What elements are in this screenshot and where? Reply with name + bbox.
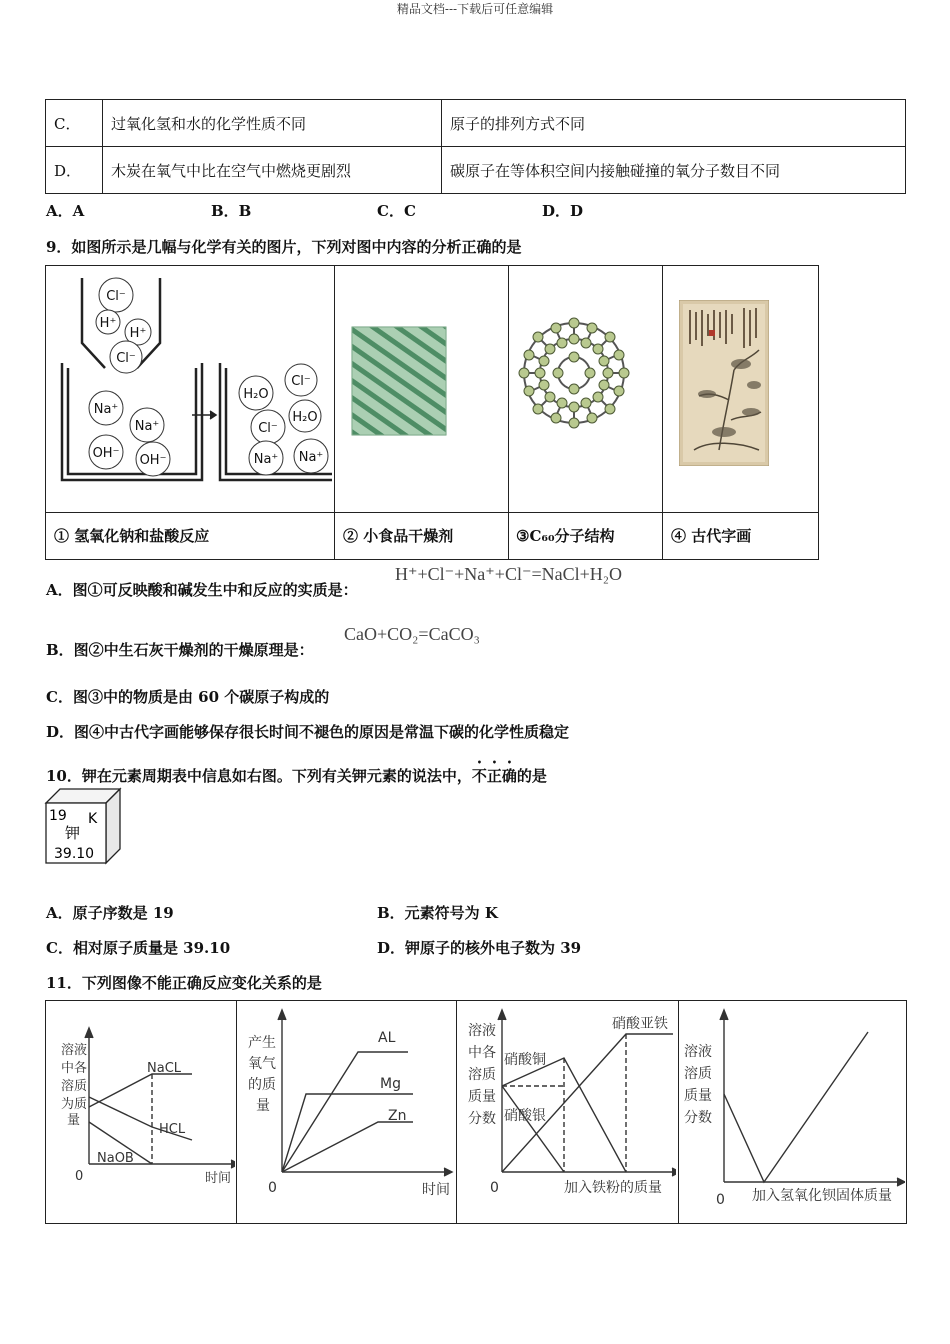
graph-1 [47,1002,235,1222]
formula-a: H⁺+Cl⁻+Na⁺+Cl⁻=NaCl+H₂O [395,564,623,584]
g2-ylabel: 氧气 [248,1056,276,1072]
q8-option-b[interactable]: B．B [211,202,252,220]
g2-series-label: Zn [388,1108,407,1124]
row-explanation: 原子的排列方式不同 [442,100,906,147]
g2-origin: 0 [268,1180,277,1196]
q9-option-d[interactable]: D．图④中古代字画能够保存很长时间不褪色的原因是常温下碳的化学性质稳定 [46,723,570,741]
q9-option-c[interactable]: C．图③中的物质是由 60 个碳原子构成的 [46,688,330,706]
g1-ylabel: 溶液 [61,1043,88,1058]
g2-xlabel: 时间 [422,1182,450,1198]
desiccant-packet-image [350,325,448,437]
q10-stem [46,757,547,786]
row-letter: D． [46,147,103,194]
g2-ylabel: 产生 [248,1035,276,1051]
ion-na: Na⁺ [253,452,279,467]
row-phenomenon: 过氧化氢和水的化学性质不同 [103,100,442,147]
ion-na: Na⁺ [298,450,324,465]
formula-b: CaO+CO₂=CaCO₃ [344,624,480,644]
ion-cl: Cl⁻ [106,289,126,304]
page-header: 精品文档---下载后可任意编辑 [396,2,554,16]
row-explanation: 碳原子在等体积空间内接触碰撞的氧分子数目不同 [442,147,906,194]
graph-3 [458,1002,676,1222]
g3-series-label: 硝酸亚铁 [612,1016,668,1032]
g1-xlabel: 时间 [205,1171,232,1186]
q9-option-b[interactable]: B．图②中生石灰干燥剂的干燥原理是： [46,641,314,659]
g4-ylabel: 溶液 [684,1044,712,1060]
ion-oh: OH⁻ [92,446,120,461]
g1-ylabel: 中各 [61,1061,88,1076]
g4-origin: 0 [716,1192,725,1208]
g2-ylabel: 的质 [248,1077,276,1093]
q10-stem-tail: 的是 [516,767,547,785]
q8-option-d[interactable]: D．D [542,202,584,220]
element-symbol: K [88,811,98,827]
q9-option-a[interactable]: A．图①可反映酸和碱发生中和反应的实质是： [46,581,358,599]
g1-ylabel: 为质 [61,1097,88,1112]
q10-stem-text: 10．钾在元素周期表中信息如右图。下列有关钾元素的说法中， [46,767,472,785]
graph-2 [238,1002,454,1222]
g1-series-label: HCL [159,1122,186,1137]
ion-cl: Cl⁻ [258,421,278,436]
g4-ylabel: 质量 [684,1088,712,1104]
g4-xlabel: 加入氢氧化钡固体质量 [752,1188,892,1204]
graph-4 [680,1002,905,1222]
g3-series-label: 硝酸铜 [504,1052,546,1068]
g1-series-label: NaCL [147,1061,182,1076]
g1-ylabel: 溶质 [61,1079,88,1094]
g3-ylabel: 质量 [468,1089,496,1105]
caption-painting: ④ 古代字画 [671,527,752,545]
q10-option-c[interactable]: C．相对原子质量是 39.10 [46,939,231,957]
q8-option-c[interactable]: C．C [377,202,416,220]
table-row [46,147,906,194]
element-name: 钾 [65,824,81,842]
q8-option-a[interactable]: A．A [46,202,85,220]
ion-cl: Cl⁻ [291,374,311,389]
ion-h: H⁺ [99,316,117,331]
g4-ylabel: 分数 [684,1110,712,1126]
ion-na: Na⁺ [134,419,160,434]
ion-h: H⁺ [129,326,147,341]
q8-table [45,99,906,194]
g2-series-label: AL [378,1030,396,1046]
neutralization-diagram [50,268,332,510]
g2-ylabel: 量 [256,1098,270,1114]
row-letter: C． [46,100,103,147]
ion-cl: Cl⁻ [116,351,136,366]
ancient-painting-image [679,300,769,466]
row-phenomenon: 木炭在氧气中比在空气中燃烧更剧烈 [103,147,442,194]
q10-option-a[interactable]: A．原子序数是 19 [46,904,174,922]
g2-series-label: Mg [380,1076,401,1092]
g1-ylabel: 量 [67,1113,81,1128]
atomic-mass: 39.10 [54,846,95,862]
caption-desiccant: ② 小食品干燥剂 [343,527,454,545]
table-row [46,100,906,147]
q9-stem: 9．如图所示是几幅与化学有关的图片，下列对图中内容的分析正确的是 [46,238,522,256]
molecule-h2o: H₂O [243,387,269,402]
atomic-number: 19 [49,808,67,824]
q10-option-d[interactable]: D．钾原子的核外电子数为 39 [377,939,582,957]
g3-ylabel: 溶质 [468,1067,496,1083]
g1-origin: 0 [75,1169,84,1184]
q10-option-b[interactable]: B．元素符号为 K [377,904,498,922]
g3-ylabel: 分数 [468,1111,496,1127]
element-cell-potassium [44,787,124,865]
g3-ylabel: 溶液 [468,1023,496,1039]
g3-series-label: 硝酸银 [504,1108,546,1124]
ion-oh: OH⁻ [139,453,167,468]
q10-stem-emphasis: 不正确 [471,767,517,785]
g3-xlabel: 加入铁粉的质量 [564,1180,662,1196]
ion-na: Na⁺ [93,402,119,417]
g3-origin: 0 [490,1180,499,1196]
caption-c60: ③C₆₀分子结构 [516,527,615,545]
g1-series-label: NaOB [97,1151,134,1166]
c60-molecule-image [516,315,632,431]
caption-neutralization: ① 氢氧化钠和盐酸反应 [54,527,210,545]
g4-ylabel: 溶质 [684,1066,712,1082]
molecule-h2o: H₂O [292,410,318,425]
g3-ylabel: 中各 [468,1045,496,1061]
q11-stem: 11．下列图像不能正确反应变化关系的是 [46,974,322,992]
